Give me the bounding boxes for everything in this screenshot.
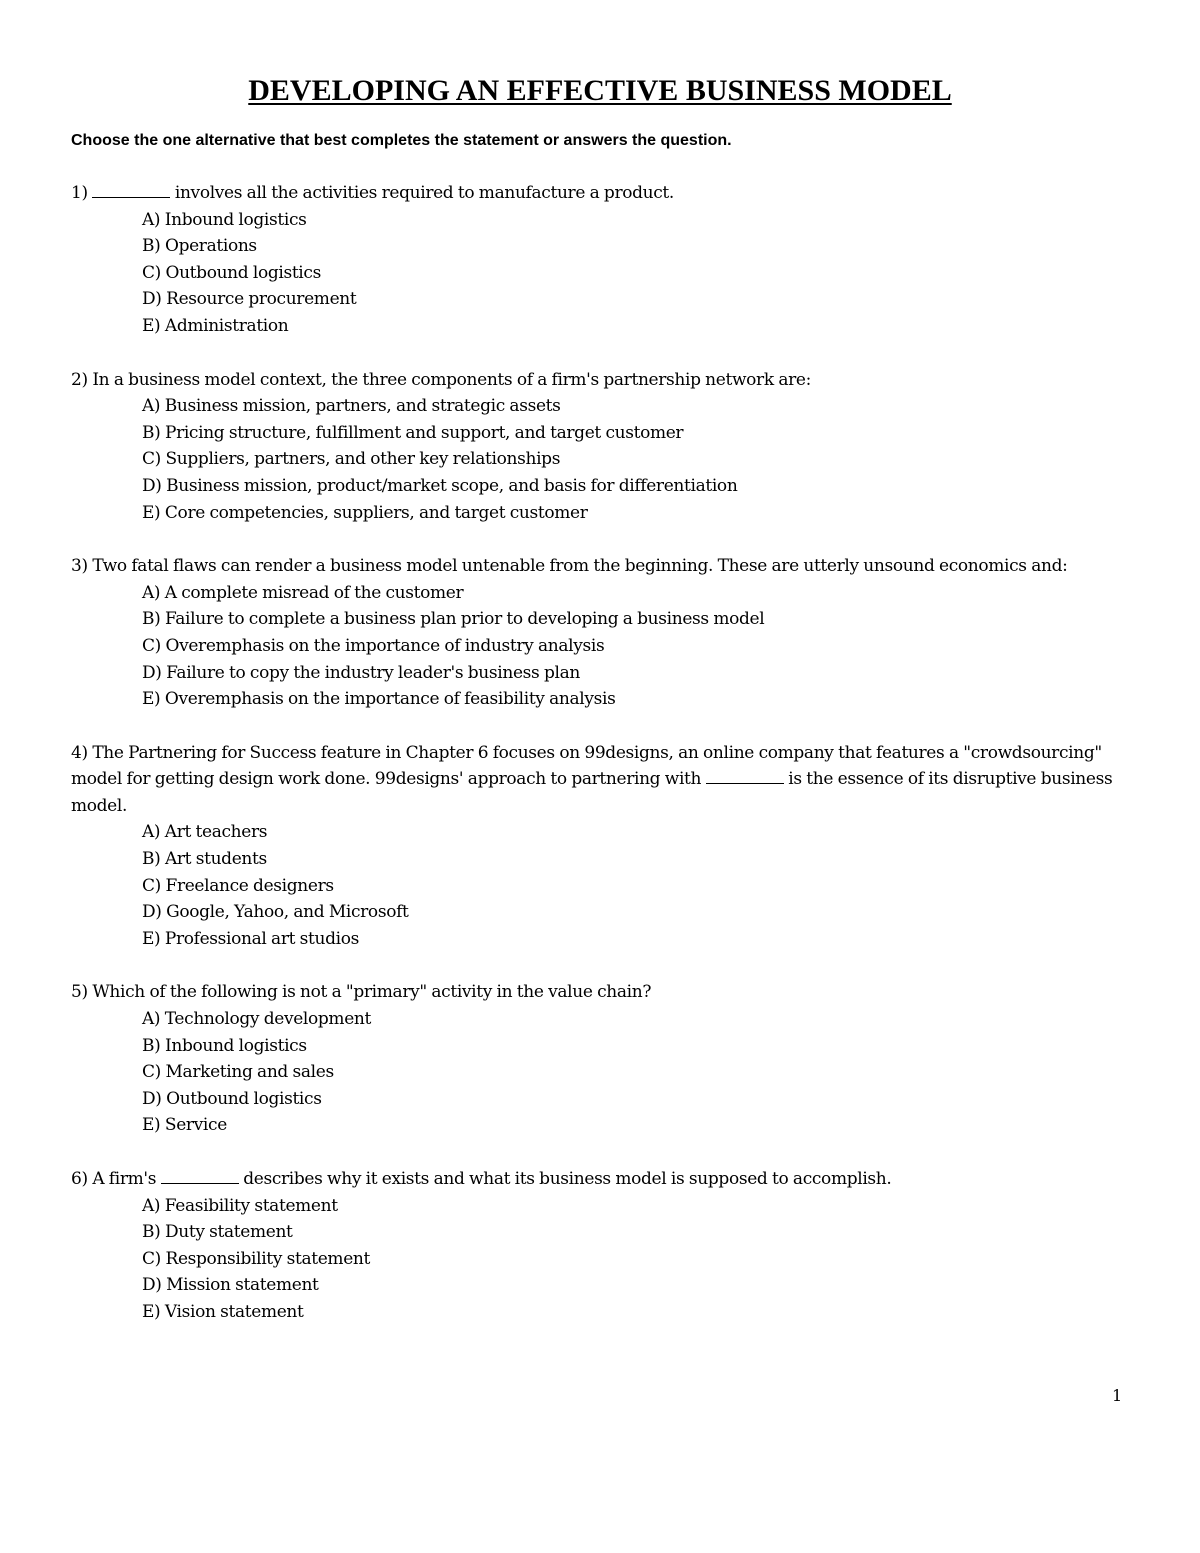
question-stem — [71, 740, 1131, 820]
choice-list — [71, 580, 1131, 713]
question-number: 4) — [71, 742, 88, 763]
answer-choice: D) Failure to copy the industry leader's business plan — [142, 662, 580, 683]
answer-choice: C) Marketing and sales — [142, 1062, 334, 1083]
answer-choice: E) Core competencies, suppliers, and target customer — [142, 502, 588, 523]
question-stem — [71, 367, 1131, 394]
answer-blank — [161, 1168, 239, 1184]
question-text: Which of the following is not a "primary" activity in the value chain? — [92, 982, 652, 1003]
choice-list — [71, 1193, 1131, 1326]
answer-choice: B) Art students — [142, 849, 267, 870]
answer-choice: B) Duty statement — [142, 1222, 293, 1243]
question-6 — [71, 1166, 1131, 1326]
choice-list — [71, 1006, 1131, 1139]
question-text: A firm's — [92, 1169, 157, 1189]
answer-choice: C) Outbound logistics — [142, 262, 321, 283]
answer-choice: B) Pricing structure, fulfillment and support, and target customer — [142, 422, 684, 443]
question-stem — [71, 1166, 1131, 1193]
answer-choice: D) Business mission, product/market scope, and basis for differentiation — [142, 475, 738, 496]
choice-list — [71, 819, 1131, 952]
question-stem — [71, 553, 1131, 580]
question-5 — [71, 979, 1131, 1139]
answer-choice: A) Feasibility statement — [142, 1195, 338, 1216]
answer-choice: A) Technology development — [142, 1009, 371, 1030]
question-number: 6) — [71, 1169, 88, 1189]
question-text: Two fatal flaws can render a business model untenable from the beginning. These are utterly unsound economics and: — [92, 556, 1068, 577]
choice-list — [71, 393, 1131, 526]
question-text: In a business model context, the three components of a firm's partnership network are: — [92, 369, 811, 390]
question-text-continued: describes why it exists and what its business model is supposed to accomplish. — [243, 1169, 892, 1189]
answer-choice: E) Vision statement — [142, 1301, 304, 1322]
question-number: 2) — [71, 369, 88, 390]
answer-choice: B) Inbound logistics — [142, 1035, 307, 1056]
page-number: 1 — [1112, 1386, 1123, 1405]
answer-choice: C) Overemphasis on the importance of industry analysis — [142, 635, 605, 656]
question-stem — [71, 979, 1131, 1006]
question-text-continued: is the essence of its disruptive business model. — [71, 769, 1113, 816]
question-text-continued: involves all the activities required to manufacture a product. — [174, 183, 674, 203]
answer-choice: A) Art teachers — [142, 822, 268, 843]
question-3 — [71, 553, 1131, 713]
answer-choice: A) A complete misread of the customer — [142, 582, 464, 603]
answer-choice: D) Resource procurement — [142, 289, 357, 310]
instructions: Choose the one alternative that best completes the statement or answers the question. — [71, 132, 732, 149]
answer-choice: A) Inbound logistics — [142, 209, 307, 230]
question-text: The Partnering for Success feature in Chapter 6 focuses on 99designs, an online company that features a "crowdsourcing" model for getting design work done. 99designs' approach to partnering with — [71, 742, 1102, 790]
answer-blank — [92, 182, 170, 198]
question-number: 5) — [71, 982, 88, 1003]
answer-choice: E) Service — [142, 1115, 227, 1136]
answer-choice: C) Suppliers, partners, and other key relationships — [142, 449, 561, 470]
question-2 — [71, 367, 1131, 527]
answer-choice: B) Operations — [142, 236, 257, 257]
answer-choice: C) Responsibility statement — [142, 1248, 370, 1269]
answer-choice: C) Freelance designers — [142, 875, 334, 896]
question-stem — [71, 180, 1131, 207]
answer-choice: E) Administration — [142, 315, 289, 336]
question-4 — [71, 740, 1131, 953]
page-title: DEVELOPING AN EFFECTIVE BUSINESS MODEL — [248, 74, 952, 107]
question-number: 1) — [71, 183, 88, 203]
answer-choice: E) Professional art studios — [142, 928, 359, 949]
answer-choice: A) Business mission, partners, and strategic assets — [142, 396, 561, 417]
answer-choice: D) Google, Yahoo, and Microsoft — [142, 902, 409, 923]
answer-choice: B) Failure to complete a business plan prior to developing a business model — [142, 609, 765, 630]
question-1 — [71, 180, 1131, 340]
question-number: 3) — [71, 556, 88, 577]
question-list — [71, 180, 1131, 1353]
answer-blank — [706, 768, 784, 784]
answer-choice: D) Outbound logistics — [142, 1088, 322, 1109]
choice-list — [71, 207, 1131, 340]
answer-choice: D) Mission statement — [142, 1275, 319, 1296]
answer-choice: E) Overemphasis on the importance of feasibility analysis — [142, 689, 616, 710]
